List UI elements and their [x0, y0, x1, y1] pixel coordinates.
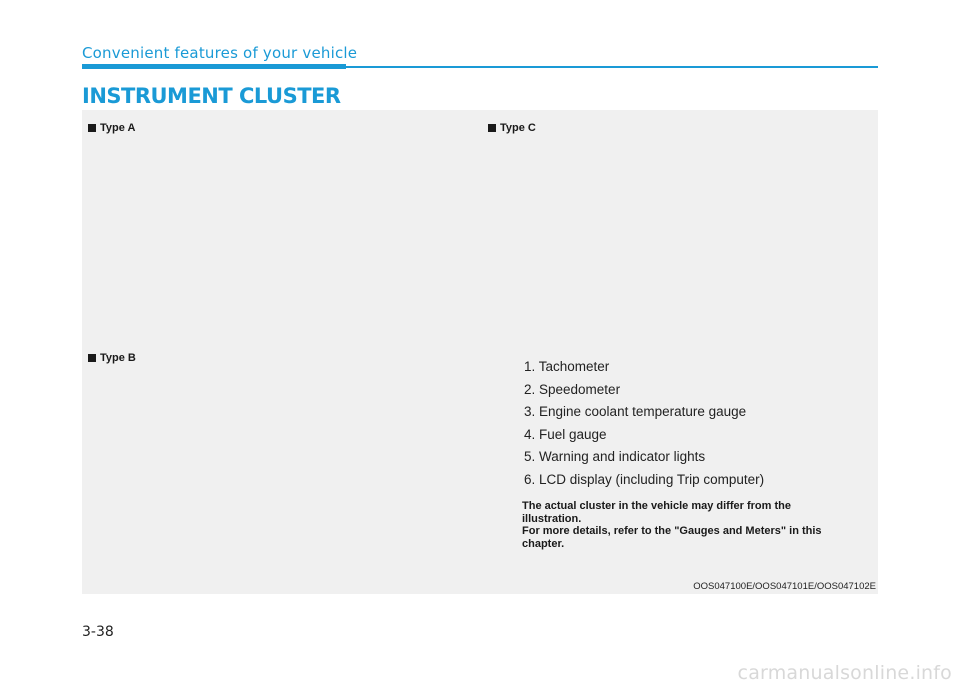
image-code: OOS047100E/OOS047101E/OOS047102E [693, 581, 876, 592]
illustration-panel [82, 110, 878, 594]
legend-item: 3. Engine coolant temperature gauge [524, 404, 747, 419]
square-bullet-icon [88, 124, 96, 132]
square-bullet-icon [88, 354, 96, 362]
header-rule-thick [82, 64, 346, 69]
square-bullet-icon [488, 124, 496, 132]
note-line-2: For more details, refer to the "Gauges and Meters" in this chapter. [522, 525, 822, 550]
type-a-text: Type A [100, 122, 136, 134]
legend-item: 1. Tachometer [524, 359, 610, 374]
note [522, 500, 852, 550]
page-title: INSTRUMENT CLUSTER [82, 84, 341, 108]
header-rule-thin [346, 66, 878, 68]
note-line-1: The actual cluster in the vehicle may differ from the illustration. [522, 500, 791, 525]
type-c-label [488, 122, 536, 134]
legend-item: 2. Speedometer [524, 381, 621, 397]
page-number: 3-38 [82, 624, 114, 640]
type-b-label [88, 352, 136, 364]
watermark: carmanualsonline.info [737, 662, 952, 684]
type-a-label [88, 122, 135, 134]
legend-item: 5. Warning and indicator lights [524, 449, 706, 464]
legend-item: 6. LCD display (including Trip computer) [524, 471, 765, 487]
legend-list [524, 356, 764, 491]
type-c-text: Type C [500, 122, 536, 134]
section-header: Convenient features of your vehicle [82, 44, 358, 62]
type-b-text: Type B [100, 352, 136, 364]
legend-item: 4. Fuel gauge [524, 426, 607, 442]
